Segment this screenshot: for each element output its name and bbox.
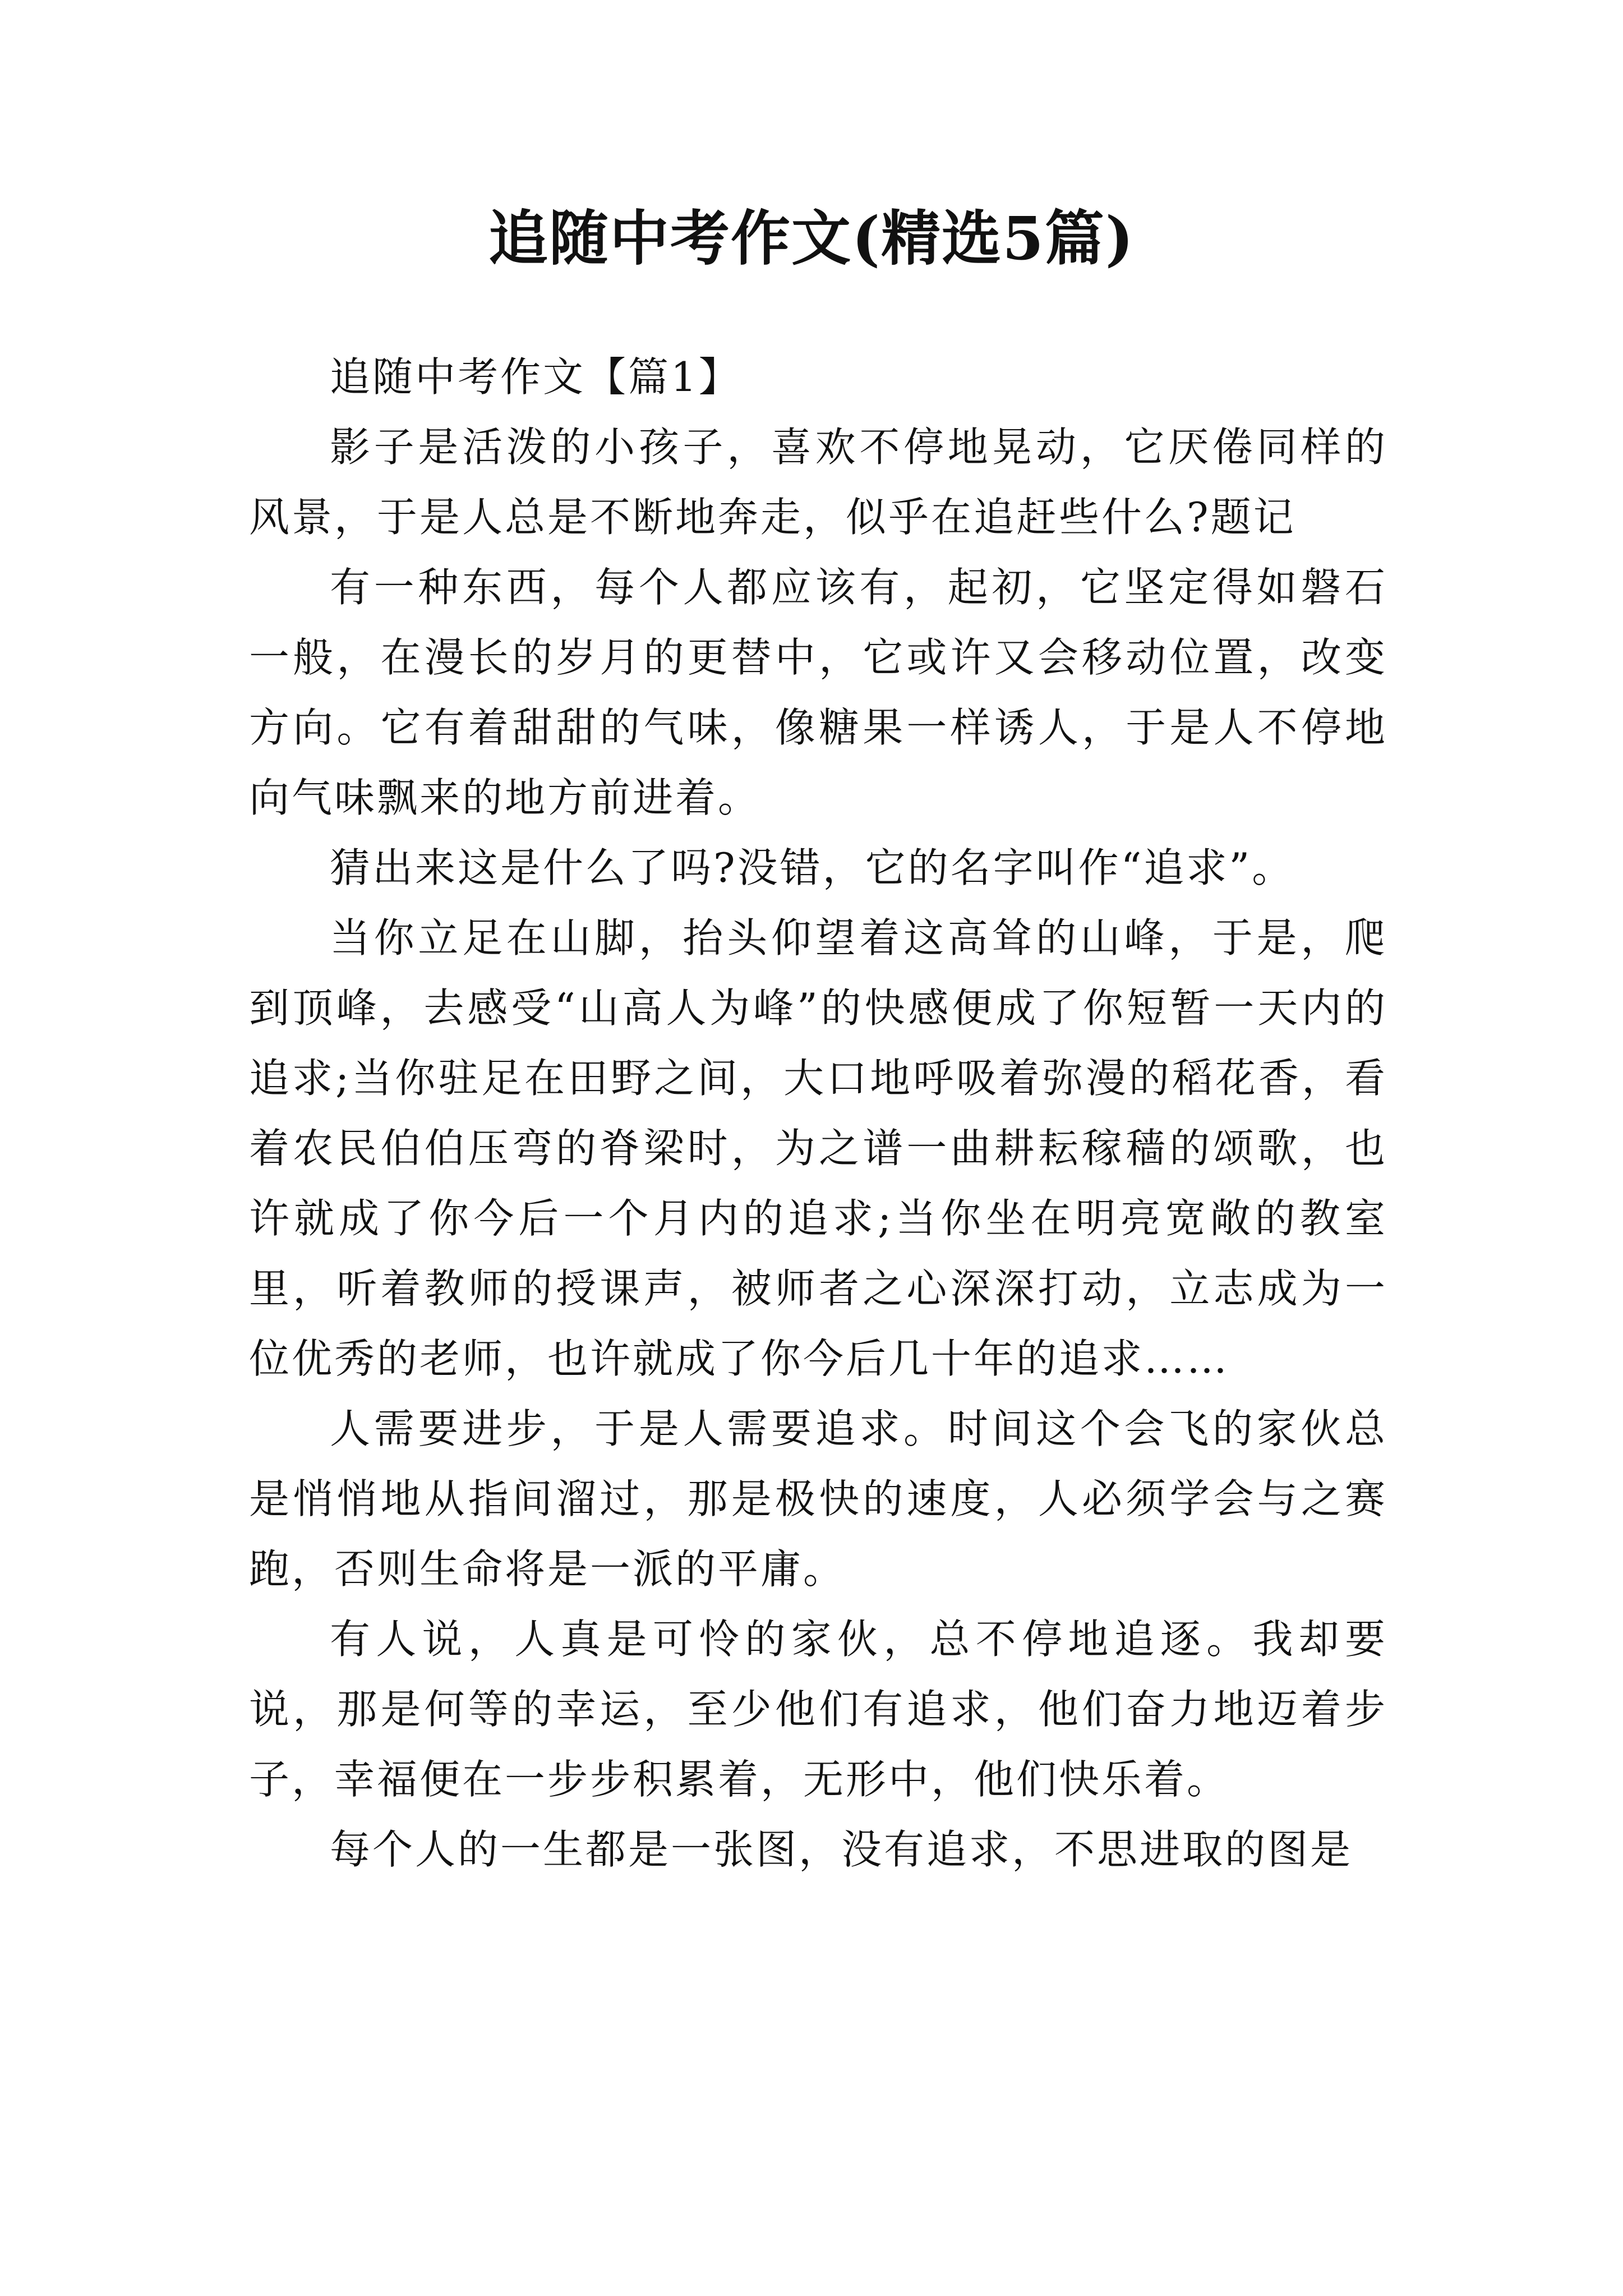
paragraph: 有人说，人真是可怜的家伙，总不停地追逐。我却要说，那是何等的幸运，至少他们有追求，他们奋力地迈着步子，幸福便在一步步积累着，无形中，他们快乐着。 — [249, 1616, 1387, 1803]
paragraph: 影子是活泼的小孩子，喜欢不停地晃动，它厌倦同样的风景，于是人总是不断地奔走，似乎在追赶些什么?题记 — [249, 424, 1387, 541]
paragraph: 猜出来这是什么了吗?没错，它的名字叫作“追求”。 — [330, 844, 1295, 891]
document-body — [249, 342, 1387, 1885]
paragraph: 人需要进步，于是人需要追求。时间这个会飞的家伙总是悄悄地从指间溜过，那是极快的速度，人必须学会与之赛跑，否则生命将是一派的平庸。 — [249, 1405, 1387, 1593]
document-title: 追随中考作文(精选5篇) — [488, 203, 1135, 273]
paragraph: 当你立足在山脚，抬头仰望着这高耸的山峰，于是，爬到顶峰，去感受“山高人为峰”的快感便成了你短暂一天内的追求;当你驻足在田野之间，大口地呼吸着弥漫的稻花香，看着农民伯伯压弯的脊梁时，为之谱一曲耕耘稼穑的颂歌，也许就成了你今后一个月内的追求;当你坐在明亮宽敞的教室里，听着教师的授课声，被师者之心深深打动，立志成为一位优秀的老师，也许就成了你今后几十年的追求…… — [249, 914, 1387, 1382]
section-heading: 追随中考作文【篇1】 — [330, 353, 741, 401]
paragraph: 有一种东西，每个人都应该有，起初，它坚定得如磐石一般，在漫长的岁月的更替中，它或许又会移动位置，改变方向。它有着甜甜的气味，像糖果一样诱人，于是人不停地向气味飘来的地方前进着。 — [249, 564, 1387, 821]
paragraph: 每个人的一生都是一张图，没有追求，不思进取的图是 — [330, 1826, 1353, 1873]
